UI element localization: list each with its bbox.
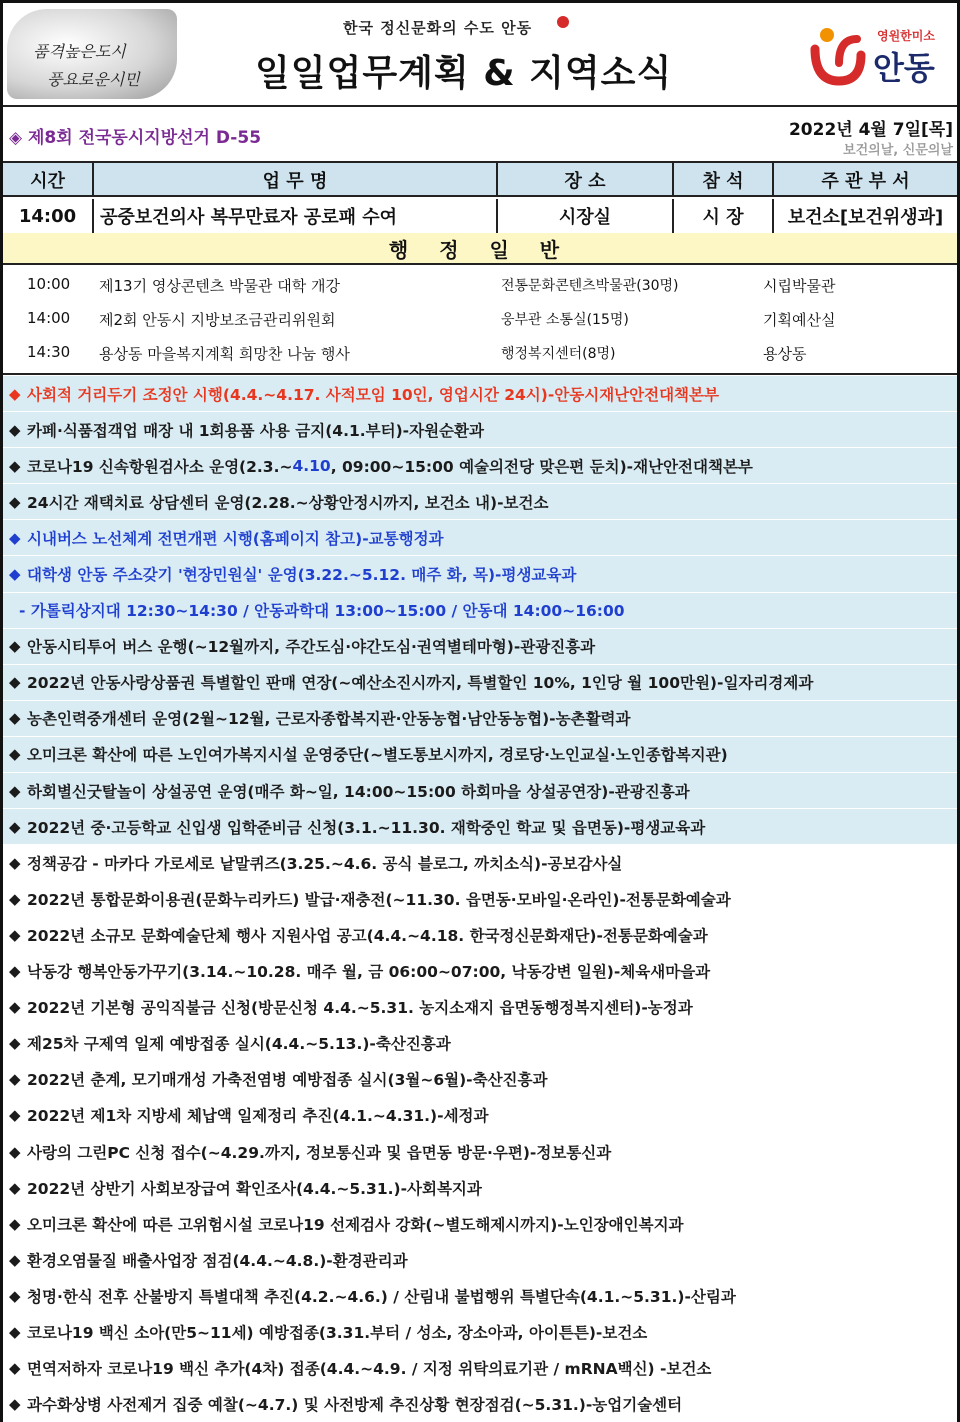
diamond-bullet-icon: ◆	[9, 420, 21, 439]
diamond-bullet-icon: ◆	[9, 889, 21, 908]
admin-row	[3, 267, 957, 300]
admin-schedule-list	[3, 265, 957, 375]
schedule-time: 14:00	[3, 199, 94, 233]
news-item	[3, 1134, 957, 1170]
diamond-bullet-icon: ◆	[9, 1106, 21, 1125]
schedule-dept: 보건소[보건위생과]	[787, 207, 944, 228]
news-text: 오미크론 확산에 따른 노인여가복지시설 운영중단(~별도통보시까지, 경로당·노인교실·노인종합복지관)	[27, 746, 728, 765]
diamond-bullet-icon: ◆	[9, 998, 21, 1017]
smile-logo-icon	[809, 25, 867, 87]
date-observance: 보건의날, 신문의날	[843, 143, 953, 158]
news-item	[3, 1026, 957, 1062]
diamond-bullet-icon: ◆	[9, 962, 21, 981]
news-item	[3, 1351, 957, 1387]
diamond-bullet-icon: ◆	[9, 709, 21, 728]
subtitle-dot-icon	[557, 16, 569, 28]
news-item	[3, 1170, 957, 1206]
news-item	[3, 881, 957, 917]
diamond-bullet-icon: ◆	[9, 1250, 21, 1269]
diamond-bullet-icon: ◆	[9, 456, 21, 475]
diamond-bullet-icon: ◆	[9, 925, 21, 944]
diamond-bullet-icon: ◆	[9, 781, 21, 800]
news-text: 24시간 재택치료 상담센터 운영(2.28.~상황안정시까지, 보건소 내)-보건소	[27, 493, 549, 512]
news-item	[3, 556, 957, 592]
slogan-line-1: 품격높은도시	[33, 42, 126, 61]
page-header	[3, 3, 957, 107]
header-subtitle: 한국 정신문화의 수도 안동	[343, 19, 533, 37]
col-header-place: 장 소	[498, 163, 674, 197]
slogan-badge	[7, 9, 177, 99]
diamond-bullet-icon: ◆	[9, 1395, 21, 1414]
diamond-bullet-icon: ◆	[9, 673, 21, 692]
admin-place: 행정복지센터(8명)	[501, 346, 616, 362]
diamond-bullet-icon: ◆	[9, 817, 21, 836]
news-text: 정책공감 - 마카다 가로세로 낱말퀴즈(3.25.~4.6. 공식 블로그, 까치소식)-공보감사실	[27, 854, 623, 873]
news-item	[3, 484, 957, 520]
news-text: 2022년 춘계, 모기매개성 가축전염병 예방접종 실시(3월~6월)-축산진흥과	[27, 1071, 548, 1090]
news-text: 과수화상병 사전제거 집중 예찰(~4.7.) 및 사전방제 추진상황 현장점검(~5.31.)-농업기술센터	[27, 1396, 683, 1415]
news-text: 코로나19 백신 소아(만5~11세) 예방접종(3.31.부터 / 성소, 장소아과, 아이튼튼)-보건소	[27, 1323, 648, 1342]
news-item	[3, 376, 957, 412]
news-text: 2022년 안동사랑상품권 특별할인 판매 연장(~예산소진시까지, 특별할인 10%, 1인당 월 100만원)-일자리경제과	[27, 674, 814, 693]
admin-row	[3, 335, 957, 368]
news-item	[3, 520, 957, 556]
news-highlight: 4.10	[292, 456, 331, 475]
news-item	[3, 1062, 957, 1098]
news-item	[3, 1278, 957, 1314]
news-item	[3, 665, 957, 701]
news-text: 농촌인력중개센터 운영(2월~12월, 근로자종합복지관·안동농협·남안동농협)-농촌활력과	[27, 710, 631, 729]
slogan-line-2: 풍요로운시민	[47, 70, 140, 89]
news-text: 2022년 중·고등학교 신입생 입학준비금 신청(3.1.~11.30. 재학중인 학교 및 읍면동)-평생교육과	[27, 818, 706, 837]
news-text: 하회별신굿탈놀이 상설공연 운영(매주 화~일, 14:00~15:00 하회마을 상설공연장)-관광진흥과	[27, 782, 690, 801]
news-item	[3, 1098, 957, 1134]
schedule-row	[3, 199, 957, 233]
news-text: 시내버스 노선체계 전면개편 시행(홈페이지 참고)-교통행정과	[27, 529, 444, 548]
report-date: 2022년 4월 7일[목]	[788, 120, 953, 140]
news-text: 낙동강 행복안동가꾸기(3.14.~10.28. 매주 월, 금 06:00~07:00, 낙동강변 일원)-체육새마을과	[27, 963, 711, 982]
news-text: 사랑의 그린PC 신청 접수(~4.29.까지, 정보통신과 및 읍면동 방문·우편)-정보통신과	[27, 1143, 612, 1162]
news-item	[3, 448, 957, 484]
diamond-bullet-icon: ◆	[9, 1359, 21, 1378]
news-item	[3, 629, 957, 665]
news-item	[3, 990, 957, 1026]
diamond-bullet-icon: ◆	[9, 1034, 21, 1053]
col-header-attendee: 참 석	[674, 163, 774, 197]
election-countdown: ◈ 제8회 전국동시지방선거 D-55	[9, 128, 262, 148]
page-title: 일일업무계획 & 지역소식	[255, 53, 673, 94]
news-text: 환경오염물질 배출사업장 점검(4.4.~4.8.)-환경관리과	[27, 1251, 408, 1270]
news-text: 2022년 소규모 문화예술단체 행사 지원사업 공고(4.4.~4.18. 한국정신문화재단)-전통문화예술과	[27, 926, 708, 945]
andong-logo	[809, 23, 949, 93]
logo-tagline: 영원한미소	[877, 29, 935, 43]
news-text: 2022년 상반기 사회보장급여 확인조사(4.4.~5.31.)-사회복지과	[27, 1179, 482, 1198]
schedule-attendee: 시 장	[674, 199, 774, 233]
news-item	[3, 1242, 957, 1278]
diamond-bullet-icon: ◆	[9, 1178, 21, 1197]
news-text: 대학생 안동 주소갖기 '현장민원실' 운영(3.22.~5.12. 매주 화, 목)-평생교육과	[27, 566, 577, 585]
news-text: 2022년 제1차 지방세 체납액 일제정리 추진(4.1.~4.31.)-세정과	[27, 1107, 489, 1126]
news-text: , 09:00~15:00 예술의전당 맞은편 둔치)-재난안전대책본부	[330, 457, 753, 476]
diamond-bullet-icon: ◆	[9, 1214, 21, 1233]
diamond-bullet-icon: ◆	[9, 853, 21, 872]
news-item	[3, 917, 957, 953]
news-text: 면역저하자 코로나19 백신 추가(4차) 접종(4.4.~4.9. / 지정 위탁의료기관 / mRNA백신) -보건소	[27, 1360, 712, 1379]
admin-row	[3, 301, 957, 334]
admin-dept: 시립박물관	[763, 277, 836, 295]
admin-dept: 용상동	[763, 345, 807, 363]
news-item	[3, 701, 957, 737]
news-text: 2022년 통합문화이용권(문화누리카드) 발급·재충전(~11.30. 읍면동·모바일·온라인)-전통문화예술과	[27, 890, 731, 909]
diamond-bullet-icon: ◆	[9, 745, 21, 764]
admin-time: 10:00	[27, 275, 71, 293]
mayor-schedule-table	[3, 161, 957, 233]
admin-task: 제13기 영상콘텐츠 박물관 대학 개강	[99, 277, 341, 295]
schedule-place: 시장실	[498, 199, 674, 233]
diamond-bullet-icon: ◆	[9, 1142, 21, 1161]
local-news-list	[3, 376, 957, 1422]
news-text: 제25차 구제역 일제 예방접종 실시(4.4.~5.13.)-축산진흥과	[27, 1035, 451, 1054]
news-item	[3, 809, 957, 845]
news-text: 코로나19 신속항원검사소 운영(2.3.~	[27, 457, 293, 476]
diamond-bullet-icon: ◆	[9, 528, 21, 547]
admin-section-title: 행 정 일 반	[3, 233, 957, 265]
admin-place: 전통문화콘텐츠박물관(30명)	[501, 278, 679, 294]
admin-time: 14:30	[27, 343, 71, 361]
col-header-task: 업 무 명	[94, 163, 498, 197]
diamond-bullet-icon: ◆	[9, 565, 21, 584]
diamond-bullet-icon: ◆	[9, 1322, 21, 1341]
news-text: 오미크론 확산에 따른 고위험시설 코로나19 선제검사 강화(~별도해제시까지)-노인장애인복지과	[27, 1215, 684, 1234]
diamond-bullet-icon: ◆	[9, 384, 21, 403]
admin-place: 웅부관 소통실(15명)	[501, 312, 629, 328]
news-text: 청명·한식 전후 산불방지 특별대책 추진(4.2.~4.6.) / 산림내 불법행위 특별단속(4.1.~5.31.)-산림과	[27, 1287, 736, 1306]
col-header-dept: 주 관 부 서	[821, 171, 910, 192]
diamond-bullet-icon: ◆	[9, 492, 21, 511]
col-header-time: 시간	[3, 163, 94, 197]
news-text: 안동시티투어 버스 운행(~12월까지, 주간도심·야간도심·권역별테마형)-관광진흥과	[27, 638, 596, 657]
admin-task: 용상동 마을복지계획 희망찬 나눔 행사	[99, 345, 350, 363]
news-item	[3, 1387, 957, 1422]
news-item	[3, 593, 957, 629]
admin-dept: 기획예산실	[763, 311, 836, 329]
diamond-bullet-icon: ◆	[9, 637, 21, 656]
news-text: 사회적 거리두기 조정안 시행(4.4.~4.17. 사적모임 10인, 영업시간 24시)-안동시재난안전대책본부	[27, 385, 719, 404]
diamond-bullet-icon: ◆	[9, 1070, 21, 1089]
logo-city-name: 안동	[873, 49, 935, 87]
admin-task: 제2회 안동시 지방보조금관리위원회	[99, 311, 336, 329]
news-item	[3, 1206, 957, 1242]
info-row	[3, 109, 957, 161]
news-text: 카페·식품접객업 매장 내 1회용품 사용 금지(4.1.부터)-자원순환과	[27, 421, 484, 440]
news-item	[3, 737, 957, 773]
news-text: - 가톨릭상지대 12:30~14:30 / 안동과학대 13:00~15:00 / 안동대 14:00~16:00	[19, 602, 625, 621]
schedule-header-row	[3, 163, 957, 197]
diamond-bullet-icon: ◆	[9, 1286, 21, 1305]
news-item	[3, 845, 957, 881]
admin-time: 14:00	[27, 309, 71, 327]
news-item	[3, 773, 957, 809]
news-item	[3, 412, 957, 448]
news-text: 2022년 기본형 공익직불금 신청(방문신청 4.4.~5.31. 농지소재지 읍면동행정복지센터)-농정과	[27, 999, 693, 1018]
schedule-task: 공중보건의사 복무만료자 공로패 수여	[94, 199, 498, 233]
news-item	[3, 954, 957, 990]
news-item	[3, 1314, 957, 1350]
